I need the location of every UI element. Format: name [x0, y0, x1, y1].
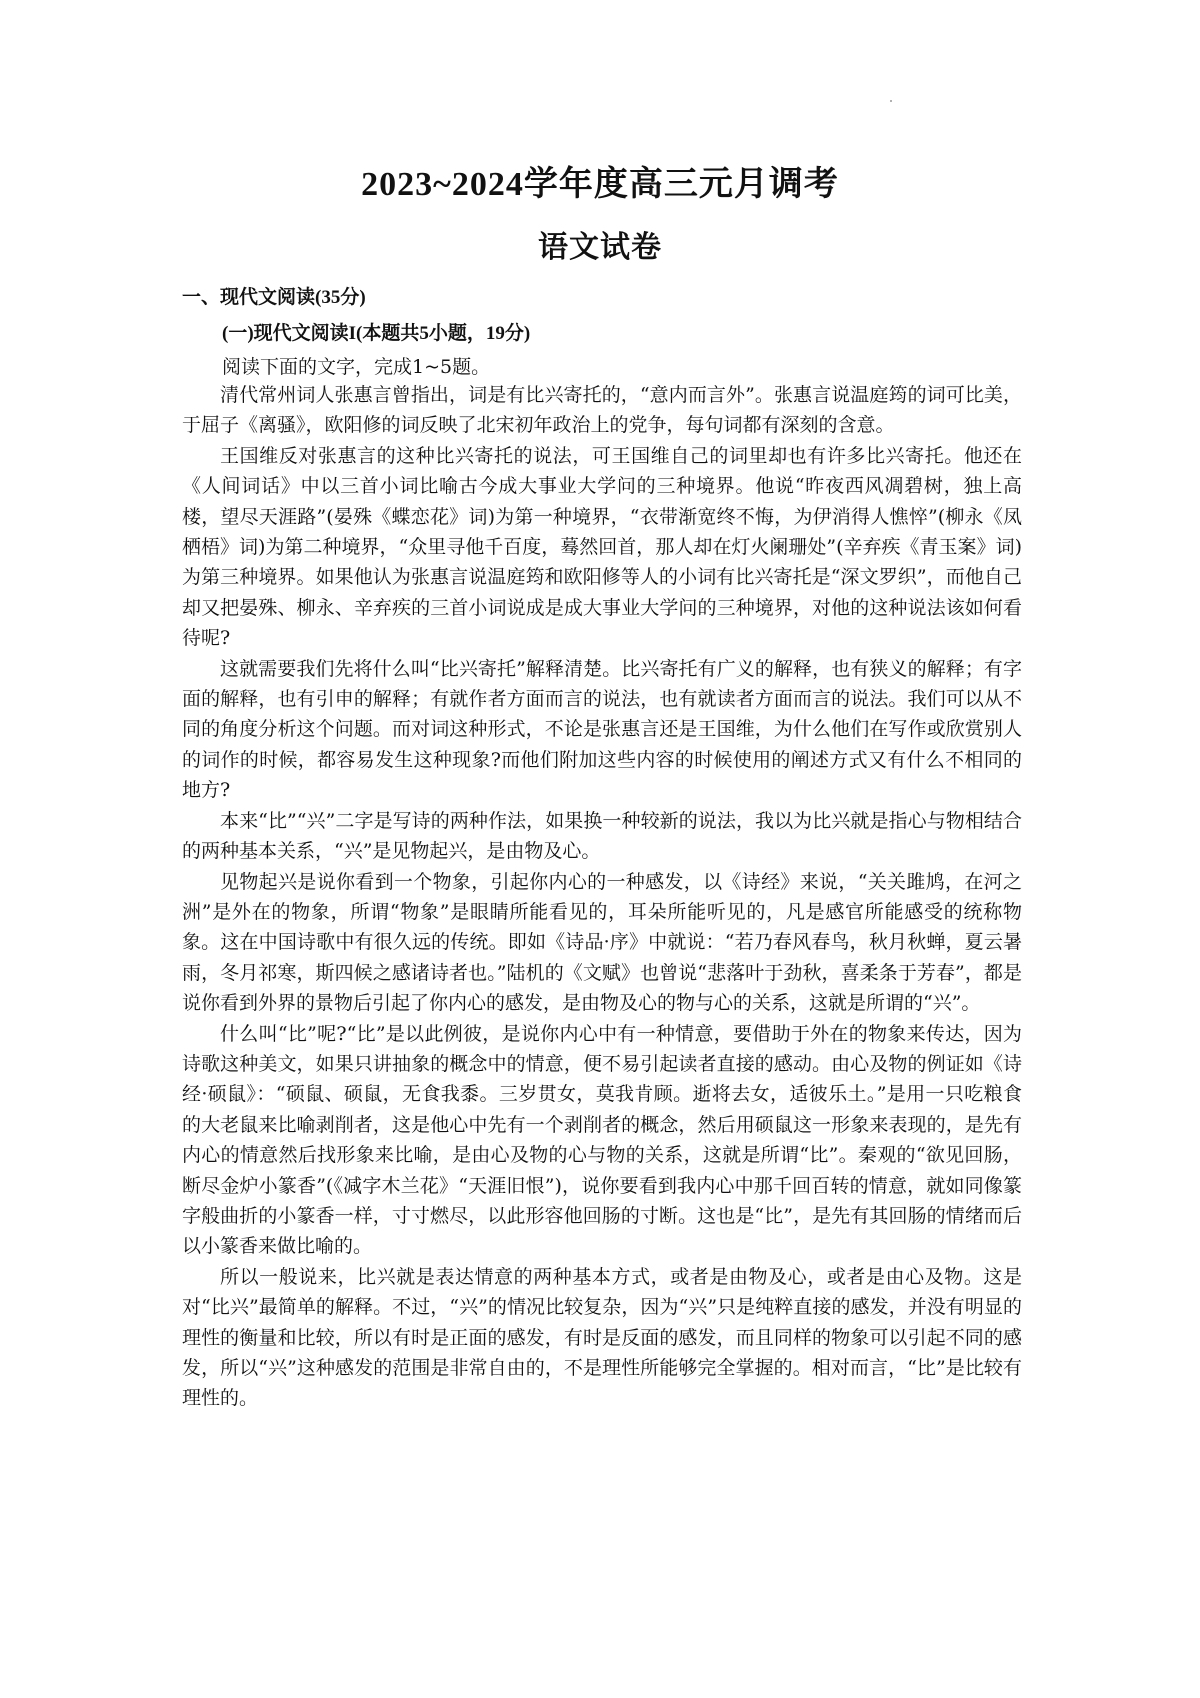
passage-paragraph: 什么叫“比”呢?“比”是以此例彼，是说你内心中有一种情意，要借助于外在的物象来传达，因为诗歌这种美文，如果只讲抽象的概念中的情意，便不易引起读者直接的感动。由心及物的例证如《诗经·硕鼠》：“硕鼠、硕鼠，无食我黍。三岁贯女，莫我肯顾。逝将去女，适彼乐土。”是用一只吃粮食的大老鼠来比喻剥削者，这是他心中先有一个剥削者的概念，然后用硕鼠这一形象来表现的，是先有内心的情意然后找形象来比喻，是由心及物的心与物的关系，这就是所谓“比”。秦观的“欲见回肠，断尽金炉小篆香”(《减字木兰花》“天涯旧恨”)，说你要看到我内心中那千回百转的情意，就如同像篆字般曲折的小篆香一样，寸寸燃尽，以此形容他回肠的寸断。这也是“比”，是先有其回肠的情绪而后以小篆香来做比喻的。	[182, 1022, 1022, 1258]
reading-instruction: 阅读下面的文字，完成1~5题。	[222, 356, 491, 378]
passage-paragraph: 这就需要我们先将什么叫“比兴寄托”解释清楚。比兴寄托有广义的解释，也有狭义的解释；有字面的解释，也有引申的解释；有就作者方面而言的说法，也有就读者方面而言的说法。我们可以从不同的角度分析这个问题。而对词这种形式，不论是张惠言还是王国维，为什么他们在写作或欣赏别人的词作的时候，都容易发生这种现象?而他们附加这些内容的时候使用的阐述方式又有什么不相同的地方?	[182, 657, 1022, 802]
subsection-heading: (一)现代文阅读I(本题共5小题，19分)	[222, 323, 531, 344]
passage-paragraph: 本来“比”“兴”二字是写诗的两种作法，如果换一种较新的说法，我以为比兴就是指心与物相结合的两种基本关系，“兴”是见物起兴，是由物及心。	[182, 809, 1022, 863]
scan-dot	[890, 100, 892, 102]
passage-paragraph: 清代常州词人张惠言曾指出，词是有比兴寄托的，“意内而言外”。张惠言说温庭筠的词可比美，于屈子《离骚》，欧阳修的词反映了北宋初年政治上的党争，每句词都有深刻的含意。	[182, 384, 1022, 437]
reading-passage	[182, 380, 1022, 1414]
exam-title: 2023~2024学年度高三元月调考	[361, 166, 839, 203]
passage-paragraph: 王国维反对张惠言的这种比兴寄托的说法，可王国维自己的词里却也有许多比兴寄托。他还在《人间词话》中以三首小词比喻古今成大事业大学问的三种境界。他说“昨夜西风凋碧树，独上高楼，望尽天涯路”(晏殊《蝶恋花》词)为第一种境界，“衣带渐宽终不悔，为伊消得人憔悴”(柳永《凤栖梧》词)为第二种境界，“众里寻他千百度，蓦然回首，那人却在灯火阑珊处”(辛弃疾《青玉案》词)为第三种境界。如果他认为张惠言说温庭筠和欧阳修等人的小词有比兴寄托是“深文罗织”，而他自己却又把晏殊、柳永、辛弃疾的三首小词说成是成大事业大学问的三种境界，对他的这种说法该如何看待呢?	[182, 444, 1022, 650]
exam-subtitle: 语文试卷	[538, 231, 662, 264]
section-heading: 一、现代文阅读(35分)	[182, 287, 366, 308]
passage-paragraph: 所以一般说来，比兴就是表达情意的两种基本方式，或者是由物及心，或者是由心及物。这是对“比兴”最简单的解释。不过，“兴”的情况比较复杂，因为“兴”只是纯粹直接的感发，并没有明显的理性的衡量和比较，所以有时是正面的感发，有时是反面的感发，而且同样的物象可以引起不同的感发，所以“兴”这种感发的范围是非常自由的，不是理性所能够完全掌握的。相对而言，“比”是比较有理性的。	[182, 1265, 1022, 1410]
passage-paragraph: 见物起兴是说你看到一个物象，引起你内心的一种感发，以《诗经》来说，“关关雎鸠，在河之洲”是外在的物象，所谓“物象”是眼睛所能看见的，耳朵所能听见的，凡是感官所能感受的统称物象。这在中国诗歌中有很久远的传统。即如《诗品·序》中就说：“若乃春风春鸟，秋月秋蝉，夏云暑雨，冬月祁寒，斯四候之感诸诗者也。”陆机的《文赋》也曾说“悲落叶于劲秋，喜柔条于芳春”，都是说你看到外界的景物后引起了你内心的感发，是由物及心的物与心的关系，这就是所谓的“兴”。	[182, 870, 1022, 1015]
